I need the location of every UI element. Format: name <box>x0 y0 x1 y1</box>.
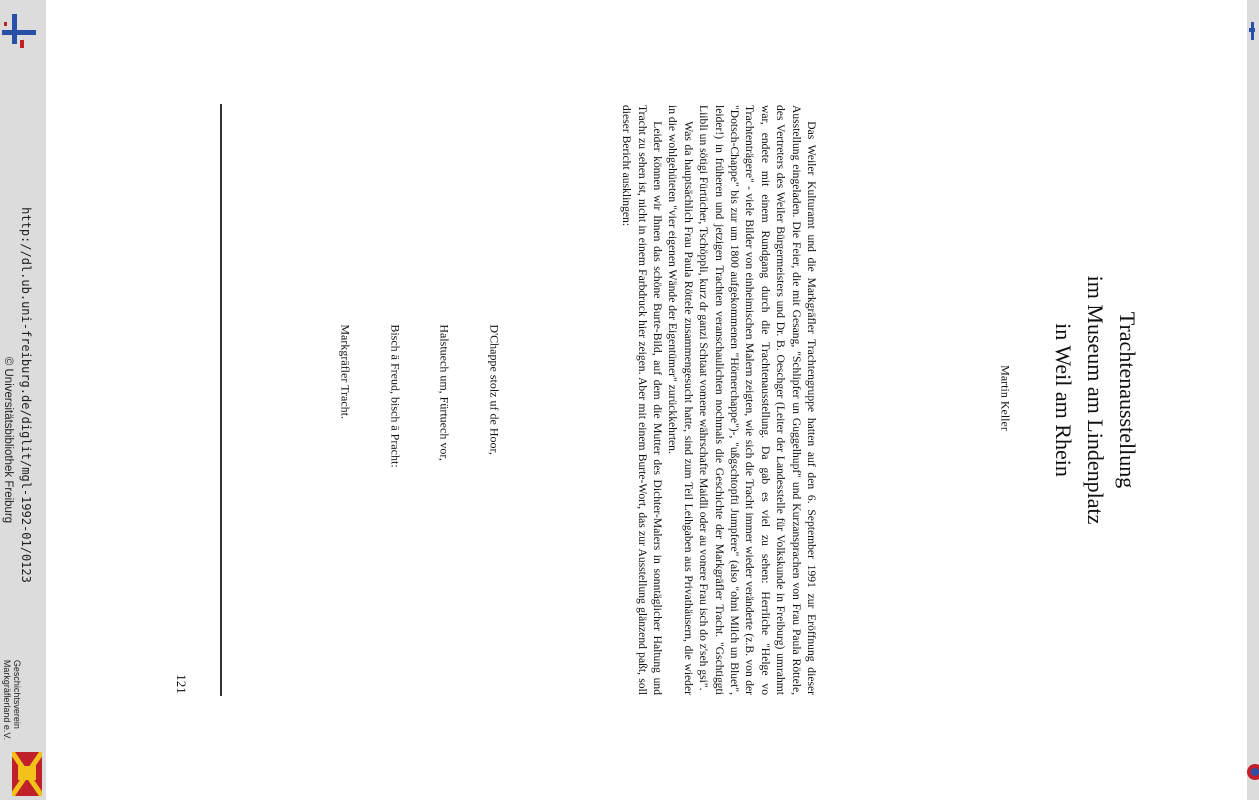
coat-of-arms-icon <box>1247 758 1259 788</box>
society-line: Markgräflerland e.V. <box>2 659 12 741</box>
paragraph: Leider können wir Ihnen das schöne Burte-Bild, auf dem die Mutter des Dichter-Malers in sonntäglicher Haltung und Tracht zu sehen ist, nicht in einem Farbdruck hier zeigen. Aber mit einem Burte-Wort, das zur Ausstellung glänzend paßt, soll dieser Bericht ausklingen: <box>620 105 665 695</box>
poem-line: Halstuech um, Fürtuech vor, <box>437 324 452 461</box>
left-sidebar-strip <box>0 0 46 800</box>
poem-line: Markgräfler Tracht. <box>338 324 353 419</box>
page-number: 121 <box>174 674 189 694</box>
society-line: Geschichtsverein <box>12 659 22 729</box>
viewer-logo-icon <box>1247 20 1259 60</box>
header-rule <box>220 104 222 696</box>
title-line: im Museum am Lindenplatz <box>1083 275 1108 525</box>
title-line: Trachtenausstellung <box>1115 311 1140 489</box>
society-label <box>2 660 22 740</box>
poem-line: Bisch ä Freud, bisch ä Pracht: <box>388 324 403 468</box>
poem <box>321 324 536 467</box>
article-body <box>619 105 819 695</box>
paragraph: Das Weiler Kulturamt und die Markgräfler Trachtengruppe hatten auf den 6. September 1991 zur Eröffnung dieser Ausstellung eingeladen. Die Feier, die mit Gesang, "Schlipfer un Guggelhupf" und Kurzansprachen von Frau Paula Röttele, des Vertreters des Weiler Bürgermeisters und Dr. B. Oeschger (Leiter der Landesstelle für Volkskunde in Freiburg) umrahmt war, endete mit einem Rundgang durch die Trachtenausstellung. Da gab es viel zu sehen: Herrliche "Helge vo Trachtenträgere" - viele Bilder von einheimischen Malern zeigten, wie sich die Tracht immer wieder veränderte (z.B. von der "Dotsch-Chappe" bis zur um 1800 aufgekommenen "Hörnerchappe")-, "ußgschtopfti Jumpfere" (also "ohni Milch un Bluet", leider!) in früheren und jetzigen Trachten veranschaulichten nochmals die Geschichte der Markgräfler Tracht. "Gschtiggti Liibli un sötigi Fürtücher, Tschöppli, kurz dr ganzi Schtaat vomene währschafte Maidli oder au vonere Frau isch do z'seh gsi". <box>697 105 819 695</box>
article-title <box>1047 276 1143 525</box>
title-line: in Weil am Rhein <box>1051 323 1076 477</box>
author-name: Martin Keller <box>998 365 1013 431</box>
right-sidebar-strip <box>1247 0 1259 800</box>
coat-of-arms-icon <box>12 752 42 796</box>
poem-line: D'Chappe stolz uf de Hoor, <box>487 324 502 455</box>
paragraph: Was da hauptsächlich Frau Paula Röttele zusammengesucht hatte, sind zum Teil Leihgaben aus Privathäusern, die wieder in die wohlgehüteten "vier eigenen Wände der Eigentümer" zurückkehrten. <box>666 105 695 695</box>
copyright-notice: © Universitätsbibliothek Freiburg <box>2 356 14 524</box>
viewer-logo-icon <box>0 0 40 50</box>
document-url[interactable]: http://dl.ub.uni-freiburg.de/diglit/mgl-1992-01/0123 <box>19 207 33 583</box>
